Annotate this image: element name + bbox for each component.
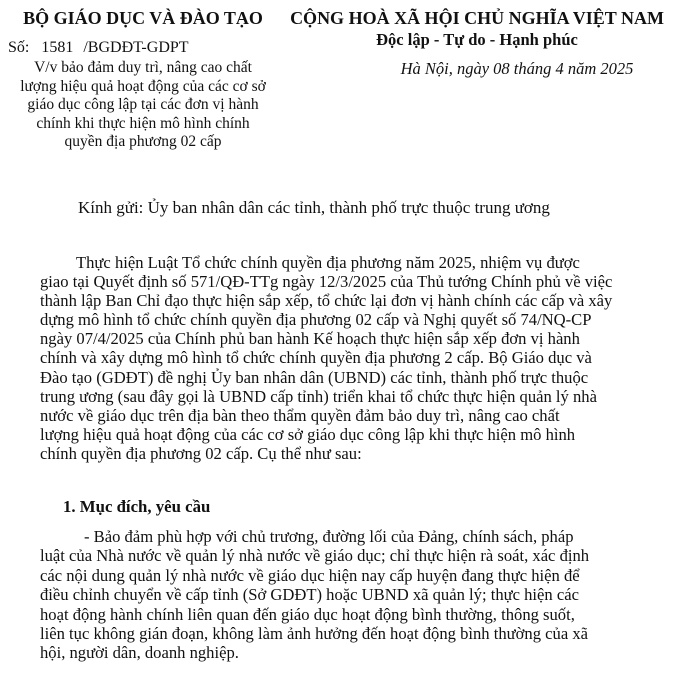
paragraph-line: giao tại Quyết định số 571/QĐ-TTg ngày 12/3/2025 của Thủ tướng Chính phủ về việc xyxy=(40,272,613,292)
paragraph-line: chính và xây dựng mô hình tổ chức chính quyền địa phương 2 cấp. Bộ Giáo dục và xyxy=(40,348,592,368)
recipient-line: Kính gửi: Ủy ban nhân dân các tỉnh, thành phố trực thuộc trung ương xyxy=(78,198,550,217)
subject-line: lượng hiệu quả hoạt động của các cơ sở xyxy=(20,77,266,95)
paragraph-line: các nội dung quản lý nhà nước về giáo dục hiện nay cấp huyện đang thực hiện để xyxy=(40,565,580,585)
paragraph-line: liên tục không gián đoạn, không làm ảnh hưởng đến hoạt động bình thường của xã xyxy=(40,624,588,644)
national-title: CỘNG HOÀ XÃ HỘI CHỦ NGHĨA VIỆT NAM xyxy=(290,8,664,28)
subject-line: giáo dục công lập tại các đơn vị hành xyxy=(27,96,259,114)
paragraph-line: nước về giáo dục trên địa bàn theo thẩm quyền đảm bảo duy trì, nâng cao chất xyxy=(40,405,560,425)
document-subject xyxy=(8,59,278,152)
paragraph-line: dựng mô hình tổ chức chính quyền địa phương 02 cấp và Nghị quyết số 74/NQ-CP xyxy=(40,310,592,330)
document-number xyxy=(8,38,278,58)
document-number-label: Số: xyxy=(8,39,30,56)
national-motto: Độc lập - Tự do - Hạnh phúc xyxy=(376,30,578,49)
section-paragraph xyxy=(40,527,672,663)
subject-line: V/v bảo đảm duy trì, nâng cao chất xyxy=(34,59,252,76)
subject-line: quyền địa phương 02 cấp xyxy=(64,133,222,151)
paragraph-line: Đào tạo (GDĐT) đề nghị Ủy ban nhân dân (UBND) các tỉnh, thành phố trực thuộc xyxy=(40,367,589,387)
paragraph-line: thành lập Ban Chỉ đạo thực hiện sắp xếp, tổ chức lại đơn vị hành chính các cấp và xây xyxy=(40,291,613,311)
main-paragraph xyxy=(40,253,672,463)
paragraph-line: chính quyền địa phương 02 cấp. Cụ thể như sau: xyxy=(40,443,362,463)
document-code: /BGDĐT-GDPT xyxy=(83,39,189,56)
document-number-value: 1581 xyxy=(41,39,74,56)
paragraph-line: hội, người dân, doanh nghiệp. xyxy=(40,643,239,663)
issuing-authority-block xyxy=(8,7,278,152)
paragraph-line: lượng hiệu quả hoạt động của các cơ sở giáo dục công lập khi thực hiện mô hình xyxy=(40,424,576,444)
section-heading: 1. Mục đích, yêu cầu xyxy=(63,497,211,516)
national-heading-block xyxy=(282,7,672,79)
paragraph-line: ngày 07/4/2025 của Chính phủ ban hành Kế hoạch thực hiện sắp xếp đơn vị hành xyxy=(40,329,580,349)
paragraph-line: luật của Nhà nước về quản lý nhà nước về giáo dục; chỉ thực hiện rà soát, xác định xyxy=(40,546,590,566)
subject-line: chính khi thực hiện mô hình chính xyxy=(36,114,250,132)
paragraph-line: hoạt động hành chính liên quan đến giáo dục hoạt động bình thường, thông suốt, xyxy=(40,604,575,624)
paragraph-line: - Bảo đảm phù hợp với chủ trương, đường lối của Đảng, chính sách, pháp xyxy=(84,527,574,546)
paragraph-line: trung ương (sau đây gọi là UBND cấp tỉnh) triển khai tổ chức thực hiện quản lý nhà xyxy=(40,386,597,406)
ministry-name: BỘ GIÁO DỤC VÀ ĐÀO TẠO xyxy=(23,8,263,28)
paragraph-line: điều chỉnh chuyển về cấp tỉnh (Sở GDĐT) hoặc UBND xã quản lý; thực hiện các xyxy=(40,585,579,605)
paragraph-line: Thực hiện Luật Tổ chức chính quyền địa phương năm 2025, nhiệm vụ được xyxy=(76,253,580,272)
place-date-line: Hà Nội, ngày 08 tháng 4 năm 2025 xyxy=(400,59,634,78)
